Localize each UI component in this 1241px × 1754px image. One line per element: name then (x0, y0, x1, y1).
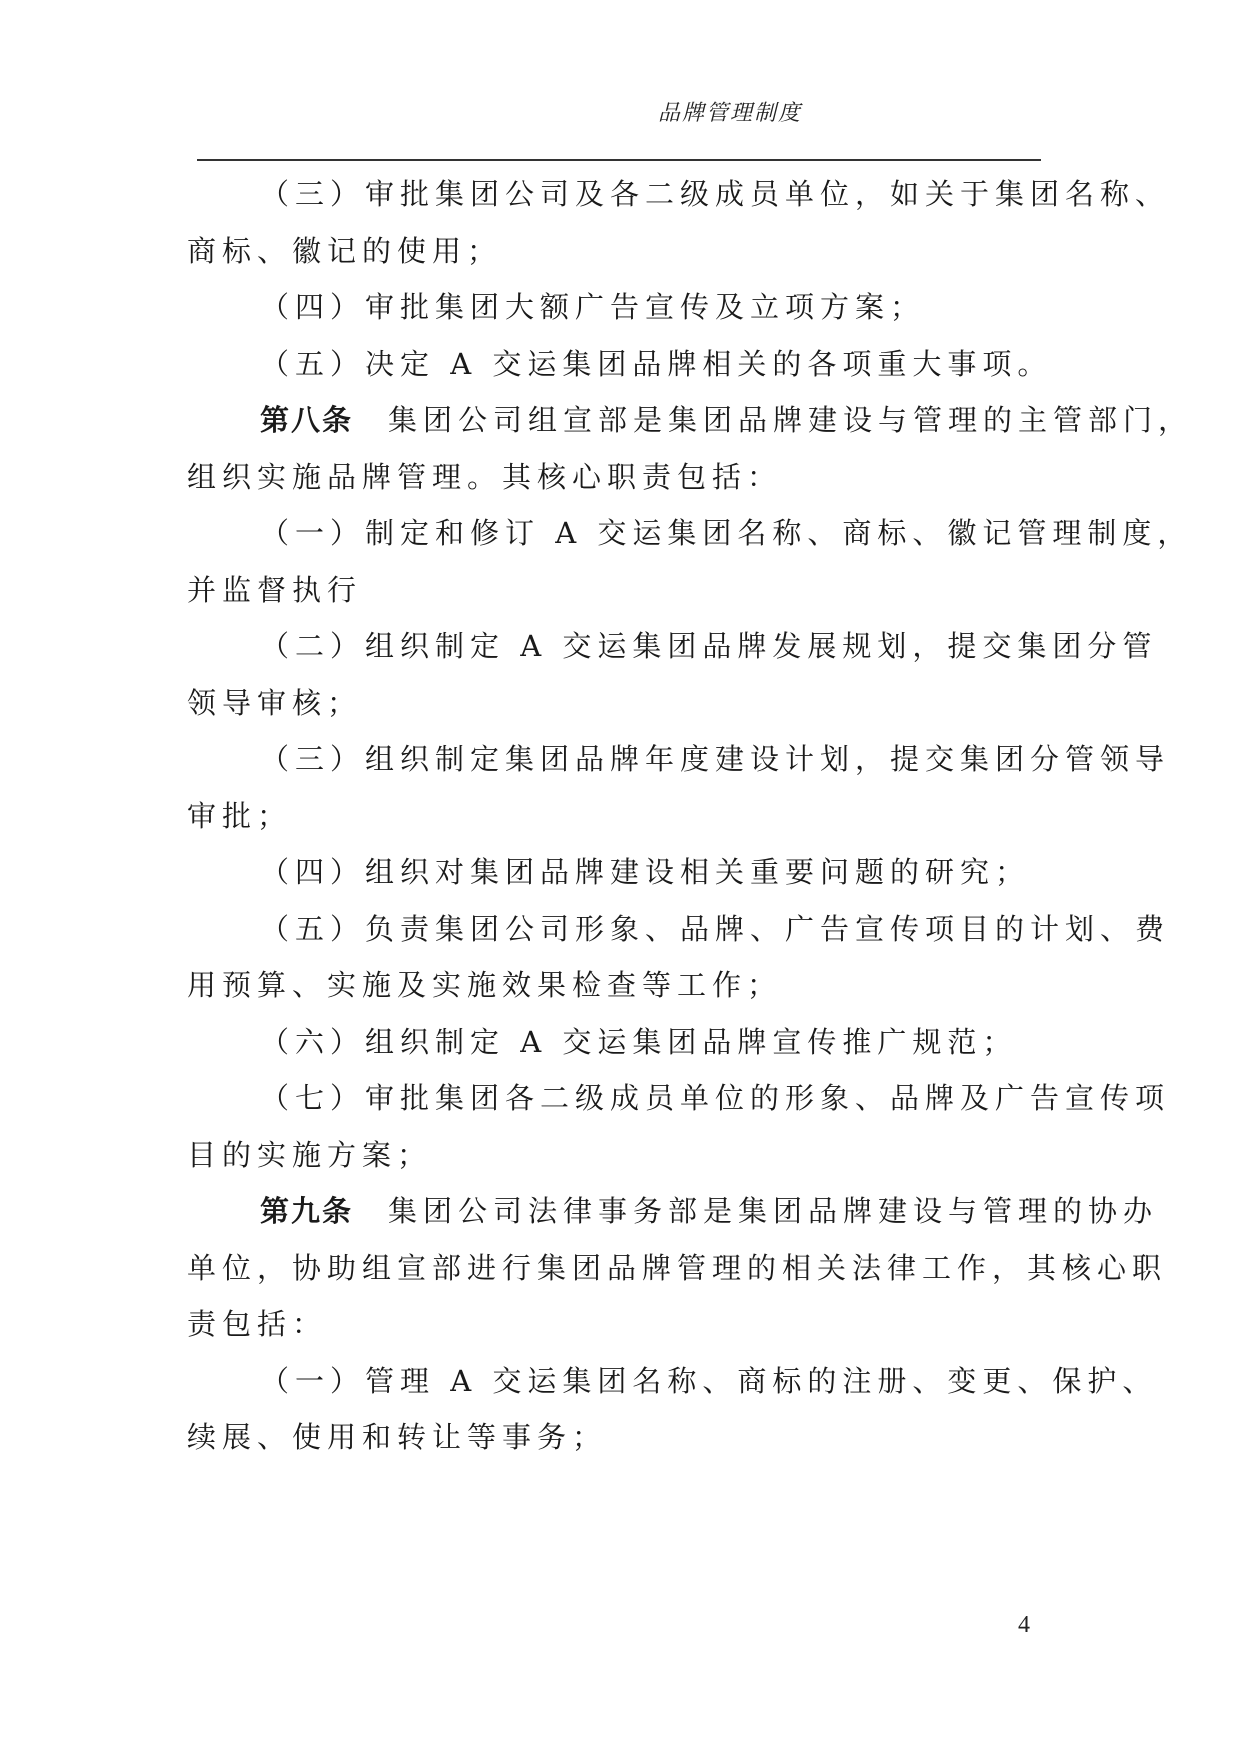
body-line: 责包括： (187, 1307, 328, 1341)
body-line: （二）组织制定 A 交运集团品牌发展规划，提交集团分管 (260, 629, 1158, 663)
article-9-heading: 第九条 (260, 1194, 354, 1228)
body-line: 组织实施品牌管理。其核心职责包括： (187, 460, 783, 494)
body-line: （四）组织对集团品牌建设相关重要问题的研究； (260, 855, 1031, 889)
body-line: 目的实施方案； (187, 1138, 433, 1172)
page-number: 4 (1018, 1612, 1030, 1638)
body-line: 续展、使用和转让等事务； (187, 1420, 608, 1454)
body-line: 领导审核； (187, 686, 363, 720)
body-line: （一）管理 A 交运集团名称、商标的注册、变更、保护、 (260, 1364, 1158, 1398)
article-9-text: 集团公司法律事务部是集团品牌建设与管理的协办 (353, 1194, 1159, 1228)
body-line: （五）决定 A 交运集团品牌相关的各项重大事项。 (260, 347, 1053, 381)
header-divider (197, 159, 1041, 161)
body-line: 单位，协助组宣部进行集团品牌管理的相关法律工作，其核心职 (187, 1251, 1168, 1285)
body-line: （五）负责集团公司形象、品牌、广告宣传项目的计划、费 (260, 912, 1171, 946)
article-8-text: 集团公司组宣部是集团品牌建设与管理的主管部门， (353, 403, 1194, 437)
body-line: （七）审批集团各二级成员单位的形象、品牌及广告宣传项 (260, 1081, 1171, 1115)
running-header-title: 品牌管理制度 (657, 101, 802, 126)
body-line: 商标、徽记的使用； (187, 234, 503, 268)
body-line: （一）制定和修订 A 交运集团名称、商标、徽记管理制度， (260, 516, 1193, 550)
article-8-paragraph-first-line (260, 398, 1193, 439)
body-line: 用预算、实施及实施效果检查等工作； (187, 968, 783, 1002)
body-line: （三）审批集团公司及各二级成员单位，如关于集团名称、 (260, 177, 1171, 211)
article-8-heading: 第八条 (260, 403, 354, 437)
body-line: 并监督执行 (187, 573, 363, 607)
article-9-paragraph-first-line (260, 1189, 1158, 1230)
body-line: （三）组织制定集团品牌年度建设计划，提交集团分管领导 (260, 742, 1171, 776)
body-line: （六）组织制定 A 交运集团品牌宣传推广规范； (260, 1025, 1018, 1059)
body-line: （四）审批集团大额广告宣传及立项方案； (260, 290, 926, 324)
body-line: 审批； (187, 799, 293, 833)
